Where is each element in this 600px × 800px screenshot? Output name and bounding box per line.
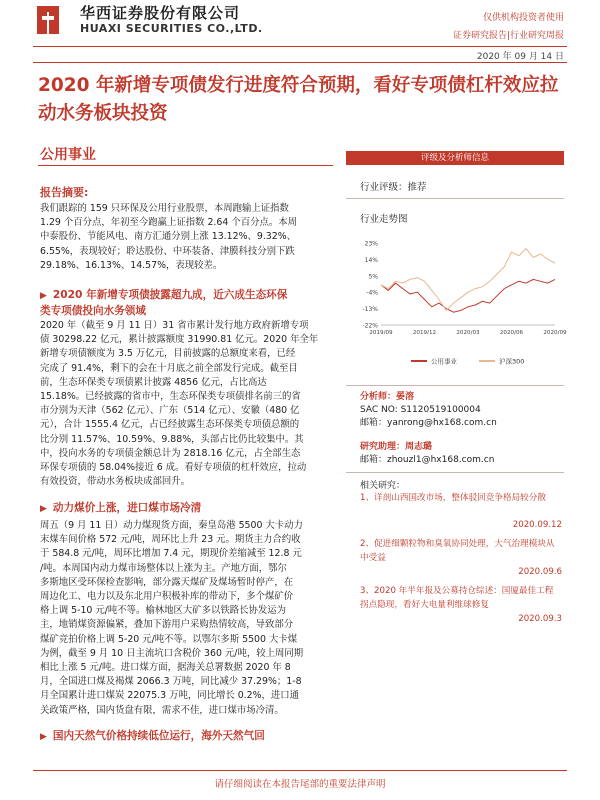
- body-line: 煤矿竞拍价格上调 5-20 元/吨不等。以鄂尔多斯 5500 大卡煤: [40, 633, 298, 645]
- summary-line: 我们跟踪的 159 只环保及公用行业股票，本周跑输上证指数: [40, 203, 289, 214]
- analyst-2-title: 研究助理：周志璐: [360, 442, 433, 452]
- panel-divider: [346, 472, 564, 473]
- trend-chart-title: 行业走势图: [360, 214, 408, 225]
- panel-divider: [346, 198, 564, 199]
- x-tick-label: 2019/09: [369, 330, 393, 336]
- legend-label: 公用事业: [431, 357, 457, 366]
- legal-notice[interactable]: 请仔细阅读在本报告尾部的重要法律声明: [214, 779, 386, 790]
- x-tick-label: 2019/12: [412, 330, 437, 336]
- summary-body: [40, 202, 335, 273]
- body-line: 月，全国进口煤及褐煤 2066.3 万吨，同比减少 37.29%；1-8: [40, 676, 302, 688]
- body-line: 周边化工、电力以及东北用户积极补库的带动下，多个煤矿价: [40, 591, 294, 603]
- y-tick-label: 5%: [368, 273, 378, 281]
- series-line-1: [381, 279, 555, 312]
- industry-name: 公用事业: [40, 147, 96, 163]
- analyst-1-title: 分析师：晏溶: [360, 392, 415, 402]
- panel-divider: [346, 385, 564, 386]
- section-2-heading: ▶ 动力煤价上涨，进口煤市场冷清: [40, 502, 202, 514]
- y-tick-label: 14%: [364, 256, 378, 264]
- body-line: 市分别为天津（562 亿元）、广东（514 亿元）、安徽（480 亿: [40, 405, 300, 417]
- body-line: 前，生态环保类专项债累计披露 4856 亿元，占比高达: [40, 376, 267, 388]
- related-research-heading: 相关研究：: [360, 481, 406, 491]
- section-1-body: [40, 319, 335, 489]
- body-line: 新增专项债额度为 3.5 万亿元，目前披露的总额度来看，已经: [40, 348, 296, 360]
- x-tick-label: 2020/03: [456, 330, 480, 336]
- header-divider: [33, 46, 567, 47]
- series-line-2: [381, 249, 555, 311]
- y-tick-label: -4%: [366, 289, 378, 297]
- body-line: 中，投向水务的专项债金额总计为 2818.16 亿元，占全部生态: [40, 447, 301, 459]
- legend-label: 沪深300: [499, 357, 525, 366]
- body-line: 有效投资，带动水务板块成部回升。: [40, 476, 191, 488]
- company-name-cn: 华西证券股份有限公司: [80, 4, 241, 22]
- body-line: 元），合计 1555.4 亿元，占已经披露生态环保类专项债总额的: [40, 419, 300, 431]
- body-line: 债 30298.22 亿元，累计披露额度 31990.81 亿元。2020 年全年: [40, 334, 319, 346]
- industry-rating: 行业评级：推荐: [360, 182, 427, 193]
- body-line: 比分别 11.57%、10.59%、9.88%，头部占比仍比较集中。其: [40, 433, 304, 445]
- body-line: 相比上涨 5 元/吨。进口煤方面，据海关总署数据 2020 年 8: [40, 662, 291, 674]
- footer-divider: [33, 770, 567, 771]
- analyst-2-email[interactable]: 邮箱：zhouzl1@hx168.com.cn: [360, 455, 495, 465]
- section-2-body: [40, 519, 335, 718]
- related-report-link[interactable]: 1、详剖山西国改市场，整体驳回竞争格局较分散: [360, 493, 546, 503]
- y-tick-label: -13%: [362, 306, 378, 314]
- company-name-en: HUAXI SECURITIES CO.,LTD.: [80, 22, 263, 35]
- body-line: 环保专项债的 58.04%接近 6 成。看好专项债的杠杆效应，拉动: [40, 462, 307, 474]
- body-line: 月全国累计进口煤炭 22075.3 万吨，同比增长 0.2%，进口通: [40, 690, 300, 702]
- summary-line: 6.55%，表现较好；聆达股份、中环装备、津膜科技分别下跌: [40, 245, 295, 257]
- body-line: 15.18%。已经披露的省市中，生态环保类专项债排名前三的省: [40, 391, 301, 403]
- rating-box-title: 评级及分析师信息: [346, 151, 564, 165]
- related-report-date: 2020.09.6: [518, 567, 562, 577]
- report-type-tag: 证券研究报告|行业研究周报: [452, 31, 564, 41]
- summary-heading: 报告摘要:: [40, 186, 89, 199]
- triangle-bullet-icon: ▶: [40, 291, 47, 301]
- body-line: 为例，截至 9 月 10 日主流坑口含税价 360 元/吨，较上周同期: [40, 647, 304, 659]
- audience-tag: 仅供机构投资者使用: [482, 13, 564, 23]
- huaxi-logo-icon: [33, 2, 73, 36]
- report-title: 2020 年新增专项债发行进度符合预期，看好专项债杠杆效应拉动水务板块投资: [38, 75, 559, 124]
- body-line: 末煤车间价格 572 元/吨，周环比上升 23 元。期货主力合约收: [40, 534, 301, 546]
- section-1-heading: ▶ 2020 年新增专项债披露超九成，近六成生态环保 类专项债投向水务领域: [40, 289, 288, 317]
- trend-chart: [355, 235, 567, 380]
- report-date: 2020 年 09 月 14 日: [476, 52, 564, 62]
- y-tick-label: 23%: [364, 240, 378, 248]
- body-line: 关政策严格，国内货盘有限，需求不佳，进口煤市场冷清。: [40, 704, 284, 716]
- body-line: 完成了 91.4%，剩下的会在十月底之前全部发行完成。截至目: [40, 362, 298, 374]
- body-line: 于 584.8 元/吨，周环比增加 7.4 元，期现价差缩减至 12.8 元: [40, 548, 302, 560]
- related-report-date: 2020.09.12: [512, 520, 562, 530]
- body-line: 多斯地区受环保检查影响，部分露天煤矿及煤场暂时停产，在: [40, 576, 294, 588]
- header-divider-2: [33, 62, 567, 63]
- summary-line: 29.18%、16.13%、14.57%，表现较差。: [40, 259, 223, 271]
- x-tick-label: 2020/09: [543, 330, 567, 336]
- triangle-bullet-icon: ▶: [40, 732, 47, 742]
- industry-divider: [38, 165, 333, 166]
- analyst-1-email[interactable]: 邮箱：yanrong@hx168.com.cn: [360, 418, 497, 428]
- triangle-bullet-icon: ▶: [40, 504, 47, 514]
- summary-line: 1.29 个百分点，年初至今跑赢上证指数 2.64 个百分点。本周: [40, 217, 297, 229]
- body-line: 格上调 5-10 元/吨不等。榆林地区大矿多以铁路长协发运为: [40, 605, 287, 617]
- x-tick-label: 2020/06: [499, 330, 524, 336]
- analyst-1-sac: SAC NO: S1120519100004: [360, 405, 481, 415]
- section-3-heading: ▶ 国内天然气价格持续低位运行，海外天然气回: [40, 730, 265, 742]
- summary-line: 中泰股份、节能风电、南方汇通分别上涨 13.12%、9.32%、: [40, 231, 297, 243]
- related-report-date: 2020.09.3: [518, 614, 562, 624]
- y-tick-label: -22%: [362, 322, 378, 330]
- related-report-link[interactable]: 2、促进细颗粒物和臭氧协同处理，大气治理模块从中受益: [360, 539, 555, 563]
- body-line: /吨。本周国内动力煤市场整体以上涨为主。产地方面，鄂尔: [40, 562, 287, 574]
- body-line: 周五（9 月 11 日）动力煤现货方面，秦皇岛港 5500 大卡动力: [40, 520, 303, 531]
- body-line: 2020 年（截至 9 月 11 日）31 省市累计发行地方政府新增专项: [40, 320, 309, 331]
- related-report-link[interactable]: 3、2020 年半年报及公募持仓综述：国厦最佳工程拐点隐现，看好大电量利维球修复: [360, 586, 554, 610]
- body-line: 主，地销煤资源偏紧，叠加下游用户采购热情较高，导致部分: [40, 619, 294, 631]
